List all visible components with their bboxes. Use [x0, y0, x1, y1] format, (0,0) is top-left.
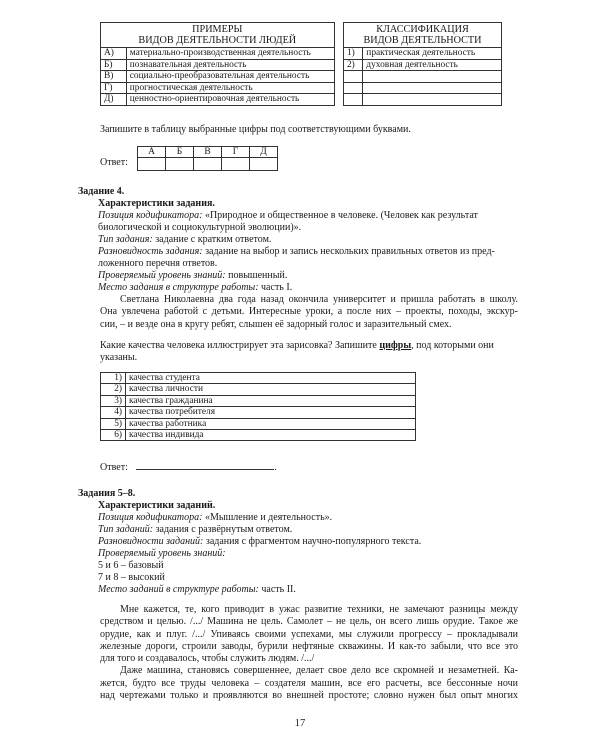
passage-line: Даже машина, становясь совершеннее, делает свое дело все скромней и незаметней. Ка-: [120, 665, 518, 677]
kodifier-text: «Мышление и деятельность».: [204, 512, 333, 523]
variety-text-cont: ложенного перечня ответов.: [98, 258, 218, 269]
quality-text: качества потребителя: [126, 407, 416, 418]
row-letter: А): [101, 48, 127, 60]
task58-kodifier: [98, 512, 332, 524]
table-row: [101, 94, 502, 106]
quality-text: качества гражданина: [126, 395, 416, 406]
answer-grid-letters: [138, 147, 278, 158]
answer-label: Ответ:: [100, 462, 128, 473]
task4-story: [100, 294, 518, 331]
column-gap: [334, 23, 343, 48]
row-class: [363, 94, 502, 106]
header-examples-line2: ВИДОВ ДЕЯТЕЛЬНОСТИ ЛЮДЕЙ: [138, 35, 297, 46]
row-class-number: [343, 94, 362, 106]
row-class: практическая деятельность: [363, 48, 502, 60]
table-row: [101, 395, 416, 406]
level-basic: 5 и 6 – базовый: [98, 560, 164, 571]
kodifier-text: «Природное и общественное в человеке. (Человек как результат: [204, 210, 478, 221]
task4-title: Задание 4.: [78, 186, 125, 197]
task58-type: [98, 524, 292, 536]
table-row: [101, 430, 416, 441]
table-row: [101, 384, 416, 395]
task4-kodifier: [98, 210, 478, 222]
kodifier-label: Позиция кодификатора:: [98, 210, 203, 221]
row-activity: ценностно-ориентировочная деятельность: [126, 94, 334, 106]
row-class-number: 2): [343, 59, 362, 71]
task4-question: [100, 340, 494, 352]
qualities-table: [100, 372, 416, 441]
column-gap: [334, 94, 343, 106]
answer-letter: В: [194, 147, 222, 158]
row-class-number: [343, 71, 362, 83]
quality-number: 5): [101, 418, 126, 429]
table-row: [101, 48, 502, 60]
page-number: 17: [294, 718, 306, 729]
row-letter: Д): [101, 94, 127, 106]
question-text: Какие качества человека иллюстрирует эта зарисовка? Запишите: [100, 340, 377, 351]
place-label: Место задания в структуре работы:: [98, 282, 259, 293]
quality-number: 6): [101, 430, 126, 441]
answer-line[interactable]: [136, 460, 274, 470]
row-activity: материально-производственная деятельность: [126, 48, 334, 60]
type-label: Тип задания:: [98, 234, 153, 245]
level-label: Проверяемый уровень знаний:: [98, 270, 226, 281]
question-text-end: , под которыми они: [411, 340, 494, 351]
header-classification-line2: ВИДОВ ДЕЯТЕЛЬНОСТИ: [363, 35, 482, 46]
story-line: Светлана Николаевна два года назад окончила университет и пришла работать в школу.: [120, 294, 518, 305]
passage-line: орудие, как и плуг. /.../ Упиваясь своими успехами, мы служили прогрессу – прокладывали: [100, 628, 518, 640]
type-text: задания с развёрнутым ответом.: [155, 524, 293, 535]
row-activity: познавательная деятельность: [126, 59, 334, 71]
table-row: [101, 407, 416, 418]
header-examples: [101, 23, 335, 48]
answer-grid-cells: [138, 158, 278, 171]
answer-cell[interactable]: [138, 158, 166, 171]
task58-subtitle: Характеристики заданий.: [98, 500, 216, 511]
answer-cell[interactable]: [250, 158, 278, 171]
quality-number: 1): [101, 373, 126, 384]
task4-level: [98, 270, 287, 282]
header-examples-line1: ПРИМЕРЫ: [192, 24, 243, 35]
row-letter: Г): [101, 82, 127, 94]
place-text: часть II.: [261, 584, 296, 595]
quality-text: качества работника: [126, 418, 416, 429]
task4-subtitle: Характеристики задания.: [98, 198, 215, 209]
instruction-text: Запишите в таблицу выбранные цифры под соответствующими буквами.: [100, 124, 411, 135]
column-gap: [334, 48, 343, 60]
answer-cell[interactable]: [166, 158, 194, 171]
answer-letter: А: [138, 147, 166, 158]
variety-label: Разновидность задания:: [98, 246, 203, 257]
passage: [100, 604, 518, 702]
kodifier-text-cont: биологической и социокультурной эволюции)».: [98, 222, 302, 233]
task58-place: [98, 584, 296, 596]
task4-variety: [98, 246, 495, 258]
story-line: сии, – и везде она в кругу ребят, слышен её задорный голос и заразительный смех.: [100, 318, 452, 330]
task58-variety: [98, 536, 421, 548]
passage-line: средством и целью. /.../ Машина не цель. Самолет – не цель, он всего лишь орудие. Такое же: [100, 616, 518, 628]
answer-letter: Д: [250, 147, 278, 158]
story-line: Она увлечена работой с детьми. Интересные уроки, а после них – проекты, походы, экскур-: [100, 306, 518, 318]
variety-text: задание на выбор и запись нескольких правильных ответов из пред-: [205, 246, 495, 257]
variety-text: задания с фрагментом научно-популярного текста.: [205, 536, 422, 547]
classification-table-header: [101, 23, 502, 48]
type-text: задание с кратким ответом.: [155, 234, 272, 245]
quality-text: качества студента: [126, 373, 416, 384]
variety-label: Разновидности заданий:: [98, 536, 204, 547]
passage-line: Мне кажется, те, кого приводит в ужас развитие техники, не замечают разницы между: [120, 604, 518, 615]
answer-label: Ответ:: [100, 157, 128, 168]
level-label: Проверяемый уровень знаний:: [98, 548, 226, 559]
row-activity: прогностическая деятельность: [126, 82, 334, 94]
question-text-cont: указаны.: [100, 352, 138, 363]
answer-end: .: [274, 462, 277, 473]
question-emphasis: цифры: [379, 340, 412, 351]
passage-line: железные дороги, строили заводы, бурили нефтяные скважины. И как-то забыли, что все это: [100, 640, 518, 652]
quality-number: 4): [101, 407, 126, 418]
answer-grid: [137, 146, 278, 171]
column-gap: [334, 82, 343, 94]
row-activity: социально-преобразовательная деятельность: [126, 71, 334, 83]
row-class: [363, 82, 502, 94]
level-high: 7 и 8 – высокий: [98, 572, 165, 583]
quality-text: качества личности: [126, 384, 416, 395]
column-gap: [334, 71, 343, 83]
kodifier-label: Позиция кодификатора:: [98, 512, 203, 523]
classification-table: [100, 22, 502, 106]
passage-line: для того и создавалось, чтобы служить людям. /.../: [100, 653, 315, 665]
row-letter: Б): [101, 59, 127, 71]
answer-letter: Г: [222, 147, 250, 158]
row-class-number: 1): [343, 48, 362, 60]
column-gap: [334, 59, 343, 71]
header-classification-line1: КЛАССИФИКАЦИЯ: [376, 24, 469, 35]
row-class-number: [343, 82, 362, 94]
table-row: [101, 71, 502, 83]
table-row: [101, 59, 502, 71]
task4-place: [98, 282, 292, 294]
answer-cell[interactable]: [222, 158, 250, 171]
task4-type: [98, 234, 271, 246]
level-text: повышенный.: [228, 270, 288, 281]
task4-answer: [100, 460, 277, 474]
quality-number: 2): [101, 384, 126, 395]
header-classification: [343, 23, 501, 48]
task58-title: Задания 5–8.: [78, 488, 136, 499]
place-text: часть I.: [261, 282, 293, 293]
table-row: [101, 373, 416, 384]
row-letter: В): [101, 71, 127, 83]
table-row: [101, 82, 502, 94]
quality-text: качества индивида: [126, 430, 416, 441]
quality-number: 3): [101, 395, 126, 406]
type-label: Тип заданий:: [98, 524, 154, 535]
answer-cell[interactable]: [194, 158, 222, 171]
passage-line: над чертежами только и проявляются во внешней простоте; словно нужен был опыт многих: [100, 690, 518, 702]
answer-letter: Б: [166, 147, 194, 158]
table-row: [101, 418, 416, 429]
row-class: [363, 71, 502, 83]
place-label: Место заданий в структуре работы:: [98, 584, 259, 595]
passage-line: жется, будто все труды человека – создателя машин, все его расчеты, все бессонные ночи: [100, 677, 518, 689]
row-class: духовная деятельность: [363, 59, 502, 71]
